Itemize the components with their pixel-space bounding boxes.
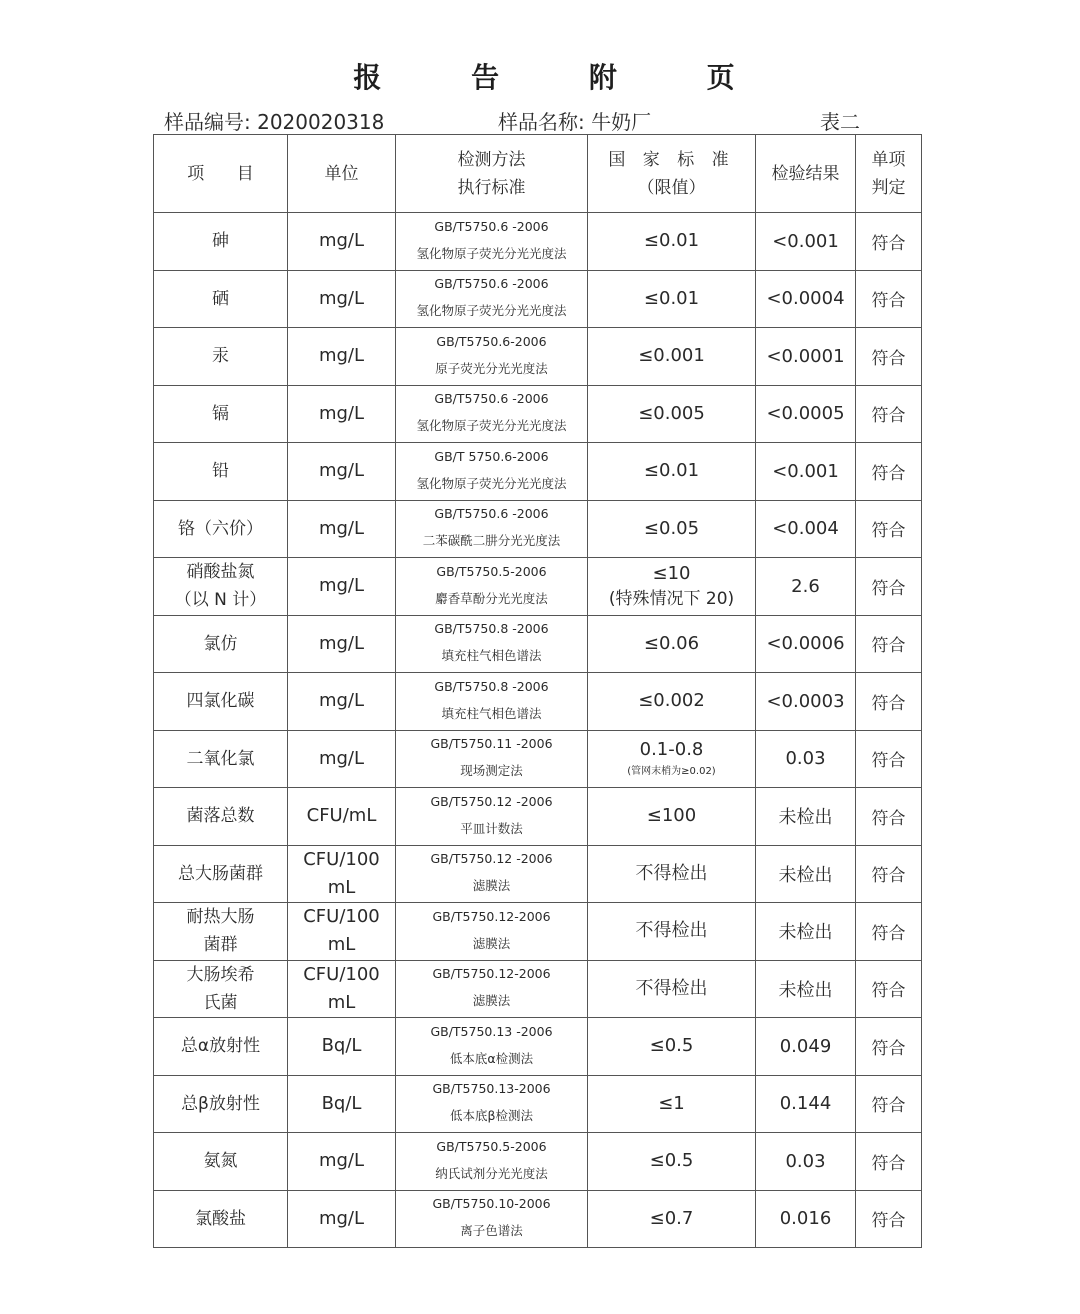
cell-unit	[288, 443, 396, 501]
item-name: 氨氮	[203, 1151, 238, 1172]
item-name: 铬（六价）	[178, 518, 263, 539]
table-row	[154, 270, 922, 328]
cell-limit	[588, 730, 756, 788]
cell-verdict: 符合	[856, 615, 922, 673]
limit-value: ≤1	[658, 1092, 685, 1114]
method-standard: GB/T5750.13 -2006	[430, 1023, 553, 1039]
cell-verdict: 符合	[856, 213, 922, 271]
sample-number: 样品编号: 2020020318	[164, 110, 385, 134]
cell-result: 0.03	[756, 730, 856, 788]
limit-note: (管网末梢为≥0.02)	[627, 765, 716, 777]
cell-result: <0.0001	[756, 328, 856, 386]
cell-method	[396, 903, 588, 961]
cell-item	[154, 443, 288, 501]
item-name: 菌落总数	[186, 806, 255, 827]
header-item: 项 目	[154, 135, 288, 213]
cell-method	[396, 270, 588, 328]
cell-result: <0.0005	[756, 385, 856, 443]
sample-name-label: 样品名称	[498, 110, 578, 134]
table-row	[154, 1190, 922, 1248]
table-row	[154, 385, 922, 443]
cell-limit	[588, 385, 756, 443]
item-name: 总大肠菌群	[178, 863, 263, 884]
cell-method	[396, 213, 588, 271]
cell-item	[154, 1075, 288, 1133]
cell-unit	[288, 1133, 396, 1191]
limit-value: ≤0.01	[643, 287, 700, 309]
method-name: 滤膜法	[472, 935, 511, 951]
cell-unit	[288, 903, 396, 961]
cell-limit	[588, 1075, 756, 1133]
method-standard: GB/T5750.12 -2006	[430, 793, 553, 809]
cell-verdict: 符合	[856, 673, 922, 731]
method-standard: GB/T5750.5-2006	[436, 563, 547, 579]
method-standard: GB/T5750.6 -2006	[434, 391, 549, 407]
table-header-row	[154, 135, 922, 213]
sample-number-label: 样品编号	[164, 110, 244, 134]
cell-method	[396, 673, 588, 731]
limit-value: 不得检出	[635, 977, 708, 999]
limit-value: 0.1-0.8	[639, 738, 704, 760]
table-row	[154, 788, 922, 846]
limit-value: ≤0.7	[649, 1207, 694, 1229]
cell-unit	[288, 213, 396, 271]
unit-value: mg/L	[318, 345, 365, 367]
table-row	[154, 615, 922, 673]
item-name: 大肠埃希	[186, 964, 255, 985]
item-name: 硝酸盐氮	[186, 562, 255, 583]
item-name: 总β放射性	[181, 1093, 260, 1114]
cell-limit	[588, 673, 756, 731]
cell-item	[154, 328, 288, 386]
cell-unit	[288, 1190, 396, 1248]
limit-value: 不得检出	[635, 862, 708, 884]
method-standard: GB/T5750.8 -2006	[434, 678, 549, 694]
method-name: 填充柱气相色谱法	[441, 648, 542, 664]
cell-limit	[588, 270, 756, 328]
cell-result: <0.0006	[756, 615, 856, 673]
method-name: 氢化物原子荧光分光光度法	[416, 245, 567, 261]
method-name: 填充柱气相色谱法	[441, 705, 542, 721]
table-row	[154, 845, 922, 903]
cell-result: 未检出	[756, 788, 856, 846]
cell-method	[396, 1190, 588, 1248]
limit-value: 不得检出	[635, 920, 708, 942]
limit-value: ≤0.01	[643, 230, 700, 252]
limit-value: ≤0.01	[643, 460, 700, 482]
method-name: 原子荧光分光光度法	[435, 360, 548, 376]
cell-limit	[588, 443, 756, 501]
cell-item	[154, 615, 288, 673]
cell-result: 0.144	[756, 1075, 856, 1133]
table-row	[154, 730, 922, 788]
cell-unit	[288, 845, 396, 903]
cell-method	[396, 1075, 588, 1133]
cell-result: 未检出	[756, 960, 856, 1018]
cell-result: 2.6	[756, 558, 856, 616]
cell-verdict: 符合	[856, 1018, 922, 1076]
unit-value: Bq/L	[321, 1035, 362, 1057]
method-name: 氢化物原子荧光分光光度法	[416, 418, 567, 434]
table-row	[154, 1018, 922, 1076]
cell-limit	[588, 500, 756, 558]
cell-unit	[288, 1075, 396, 1133]
cell-limit	[588, 213, 756, 271]
item-name: 四氯化碳	[186, 691, 255, 712]
method-standard: GB/T5750.13-2006	[432, 1081, 551, 1097]
cell-item	[154, 213, 288, 271]
cell-item	[154, 788, 288, 846]
method-standard: GB/T 5750.6-2006	[434, 448, 549, 464]
sample-number-value: 2020020318	[257, 110, 385, 134]
cell-method	[396, 385, 588, 443]
table-row	[154, 1075, 922, 1133]
cell-unit	[288, 558, 396, 616]
method-name: 滤膜法	[472, 993, 511, 1009]
method-name: 氢化物原子荧光分光光度法	[416, 303, 567, 319]
limit-value: ≤0.005	[638, 402, 705, 424]
cell-item	[154, 903, 288, 961]
unit-value: Bq/L	[321, 1092, 362, 1114]
method-name: 麝香草酚分光光度法	[435, 590, 548, 606]
method-standard: GB/T5750.6-2006	[436, 333, 547, 349]
method-standard: GB/T5750.6 -2006	[434, 506, 549, 522]
item-name: 镉	[212, 403, 229, 424]
cell-result: <0.004	[756, 500, 856, 558]
unit-value: mg/L	[318, 747, 365, 769]
header-verdict: 单项 判定	[856, 135, 922, 213]
cell-unit	[288, 385, 396, 443]
unit-value: mg/L	[318, 1150, 365, 1172]
cell-limit	[588, 1133, 756, 1191]
method-standard: GB/T5750.12 -2006	[430, 851, 553, 867]
method-standard: GB/T5750.12-2006	[432, 966, 551, 982]
unit-value: CFU/mL	[306, 805, 377, 827]
page-title: 报 告 附 页	[353, 61, 775, 94]
header-limit: 国 家 标 准 （限值）	[588, 135, 756, 213]
cell-method	[396, 558, 588, 616]
cell-limit	[588, 328, 756, 386]
cell-verdict: 符合	[856, 558, 922, 616]
method-name: 低本底α检测法	[449, 1050, 534, 1066]
limit-value: ≤0.5	[649, 1035, 694, 1057]
limit-value: ≤100	[646, 805, 697, 827]
method-standard: GB/T5750.11 -2006	[430, 736, 553, 752]
item-name: 总α放射性	[180, 1036, 261, 1057]
cell-result: 0.016	[756, 1190, 856, 1248]
unit-value: mg/L	[318, 575, 365, 597]
cell-item	[154, 270, 288, 328]
method-name: 纳氏试剂分光光度法	[435, 1165, 548, 1181]
method-name: 现场测定法	[460, 763, 523, 779]
item-name: 二氧化氯	[186, 748, 255, 769]
table-row	[154, 673, 922, 731]
limit-value: ≤0.05	[643, 517, 700, 539]
limit-value: ≤0.06	[643, 632, 700, 654]
cell-item	[154, 730, 288, 788]
cell-unit	[288, 500, 396, 558]
sample-name: 样品名称: 牛奶厂	[498, 110, 652, 134]
unit-value: mg/L	[318, 690, 365, 712]
method-standard: GB/T5750.12-2006	[432, 908, 551, 924]
cell-method	[396, 500, 588, 558]
unit-value: mg/L	[318, 632, 365, 654]
unit-value-line2: mL	[327, 934, 356, 956]
cell-verdict: 符合	[856, 500, 922, 558]
limit-value: ≤0.5	[649, 1150, 694, 1172]
cell-verdict: 符合	[856, 903, 922, 961]
item-name: 砷	[212, 231, 229, 252]
method-name: 氢化物原子荧光分光光度法	[416, 475, 567, 491]
cell-item	[154, 558, 288, 616]
header-unit: 单位	[288, 135, 396, 213]
cell-item	[154, 845, 288, 903]
test-results-table	[153, 134, 922, 1248]
header-method: 检测方法 执行标准	[396, 135, 588, 213]
cell-method	[396, 1018, 588, 1076]
cell-verdict: 符合	[856, 385, 922, 443]
table-row	[154, 1133, 922, 1191]
unit-value: CFU/100	[303, 848, 380, 870]
unit-value: CFU/100	[303, 906, 380, 928]
cell-limit	[588, 960, 756, 1018]
item-name-line2: 菌群	[203, 935, 238, 956]
cell-verdict: 符合	[856, 730, 922, 788]
cell-limit	[588, 903, 756, 961]
cell-item	[154, 500, 288, 558]
cell-result: 未检出	[756, 845, 856, 903]
cell-limit	[588, 788, 756, 846]
cell-unit	[288, 730, 396, 788]
table-row	[154, 960, 922, 1018]
cell-unit	[288, 673, 396, 731]
unit-value-line2: mL	[327, 876, 356, 898]
cell-result: <0.0004	[756, 270, 856, 328]
table-row	[154, 500, 922, 558]
limit-value: ≤10	[652, 562, 691, 584]
table-row	[154, 903, 922, 961]
cell-unit	[288, 960, 396, 1018]
cell-unit	[288, 270, 396, 328]
method-standard: GB/T5750.6 -2006	[434, 276, 549, 292]
cell-result: <0.0003	[756, 673, 856, 731]
item-name-line2: 氏菌	[203, 992, 238, 1013]
unit-value: CFU/100	[303, 963, 380, 985]
unit-value: mg/L	[318, 287, 365, 309]
cell-verdict: 符合	[856, 1190, 922, 1248]
cell-item	[154, 960, 288, 1018]
header-result: 检验结果	[756, 135, 856, 213]
cell-item	[154, 1190, 288, 1248]
table-label: 表二	[820, 110, 860, 134]
item-name: 氯仿	[203, 633, 238, 654]
cell-verdict: 符合	[856, 328, 922, 386]
cell-method	[396, 788, 588, 846]
cell-verdict: 符合	[856, 960, 922, 1018]
cell-limit	[588, 1190, 756, 1248]
cell-method	[396, 443, 588, 501]
cell-method	[396, 845, 588, 903]
table-row	[154, 213, 922, 271]
method-name: 低本底β检测法	[450, 1108, 533, 1124]
cell-method	[396, 328, 588, 386]
cell-limit	[588, 845, 756, 903]
item-name: 硒	[212, 288, 229, 309]
method-standard: GB/T5750.8 -2006	[434, 621, 549, 637]
table-row	[154, 443, 922, 501]
unit-value: mg/L	[318, 402, 365, 424]
item-name: 铅	[212, 461, 229, 482]
cell-unit	[288, 1018, 396, 1076]
table-row	[154, 328, 922, 386]
item-name: 耐热大肠	[186, 907, 255, 928]
sample-name-value: 牛奶厂	[591, 110, 652, 134]
method-name: 离子色谱法	[460, 1223, 523, 1239]
method-name: 平皿计数法	[460, 820, 523, 836]
cell-item	[154, 1018, 288, 1076]
item-name: 氯酸盐	[195, 1208, 246, 1229]
cell-result: 0.049	[756, 1018, 856, 1076]
cell-verdict: 符合	[856, 1075, 922, 1133]
cell-verdict: 符合	[856, 1133, 922, 1191]
item-name-line2: （以 N 计）	[174, 590, 267, 611]
method-standard: GB/T5750.10-2006	[432, 1196, 551, 1212]
cell-unit	[288, 788, 396, 846]
cell-verdict: 符合	[856, 788, 922, 846]
table-row	[154, 558, 922, 616]
cell-unit	[288, 328, 396, 386]
cell-item	[154, 1133, 288, 1191]
limit-value: ≤0.002	[638, 690, 705, 712]
unit-value: mg/L	[318, 1207, 365, 1229]
cell-limit	[588, 558, 756, 616]
cell-result: <0.001	[756, 443, 856, 501]
cell-item	[154, 385, 288, 443]
cell-result: 0.03	[756, 1133, 856, 1191]
limit-sub: (特殊情况下 20)	[608, 588, 735, 609]
cell-method	[396, 1133, 588, 1191]
cell-limit	[588, 1018, 756, 1076]
method-name: 二苯碳酰二肼分光光度法	[422, 533, 561, 549]
unit-value-line2: mL	[327, 991, 356, 1013]
cell-method	[396, 615, 588, 673]
cell-verdict: 符合	[856, 845, 922, 903]
cell-method	[396, 730, 588, 788]
method-standard: GB/T5750.5-2006	[436, 1138, 547, 1154]
cell-verdict: 符合	[856, 443, 922, 501]
cell-verdict: 符合	[856, 270, 922, 328]
cell-limit	[588, 615, 756, 673]
unit-value: mg/L	[318, 517, 365, 539]
method-standard: GB/T5750.6 -2006	[434, 218, 549, 234]
method-name: 滤膜法	[472, 878, 511, 894]
unit-value: mg/L	[318, 460, 365, 482]
cell-item	[154, 673, 288, 731]
cell-result: <0.001	[756, 213, 856, 271]
item-name: 汞	[212, 346, 229, 367]
cell-unit	[288, 615, 396, 673]
cell-result: 未检出	[756, 903, 856, 961]
cell-method	[396, 960, 588, 1018]
limit-value: ≤0.001	[638, 345, 705, 367]
unit-value: mg/L	[318, 230, 365, 252]
